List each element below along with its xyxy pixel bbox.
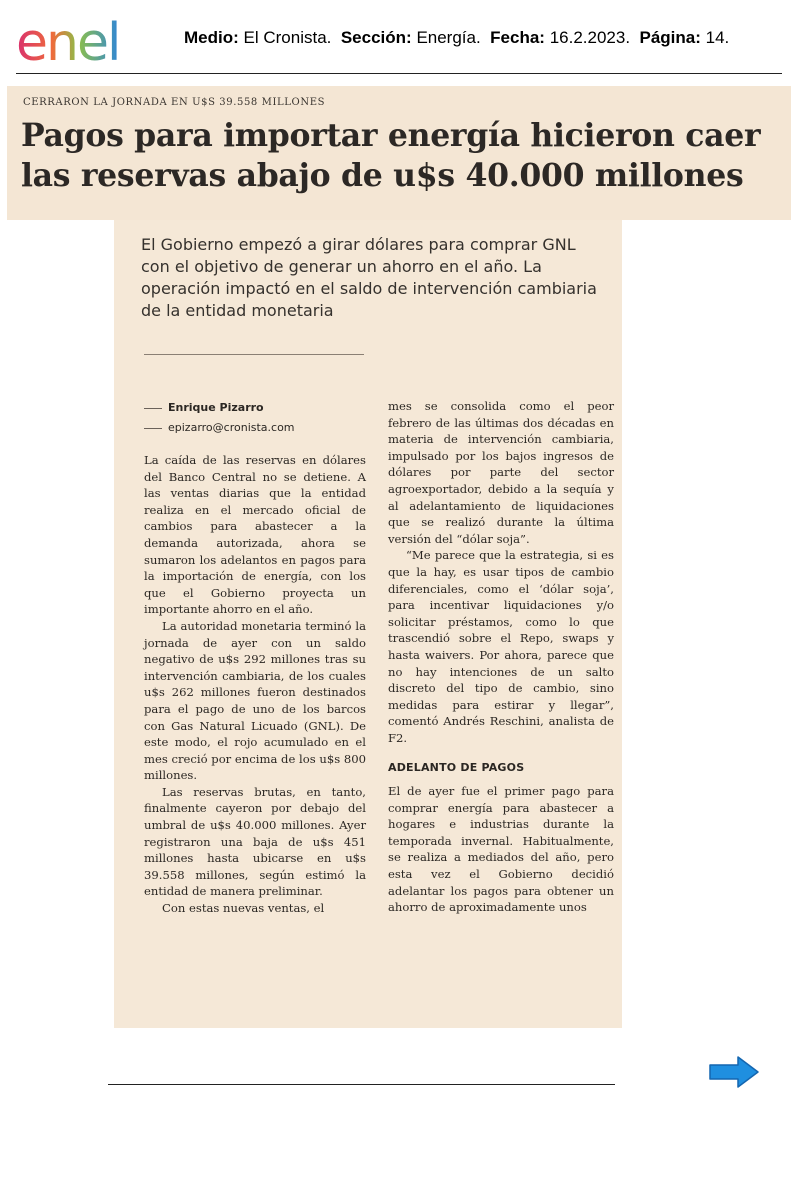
article-clipping [114,220,622,1028]
medio-value: El Cronista. [243,28,332,47]
author-email: epizarro@cronista.com [168,421,295,434]
right-arrow-icon[interactable] [708,1055,760,1089]
byline [144,398,295,438]
paragraph: mes se consolida como el peor febrero de las últimas dos décadas en materia de intervención cambiaria, impulsado por los bajos ingresos de dólares por parte del sector agroexportador, debido a la sequía y al adelantamiento de liquidaciones que se realizó durante la última versión del “dólar soja”. [388,399,614,546]
footer-divider [108,1084,615,1085]
paragraph: “Me parece que la estrategia, si es que la hay, es usar tipos de cambio diferenciales, como el ‘dólar soja’, para incentivar liquidaciones y/o solicitar préstamos, como lo que trascendió sobre el Repo, swaps y hasta waivers. Por ahora, parece que no hay intenciones de un salto discreto del tipo de cambio, sino medidas para estirar y llegar”, comentó Andrés Reschini, analista de F2. [388,548,614,745]
column-left [144,452,366,917]
pagina-value: 14. [705,28,730,47]
paragraph: Las reservas brutas, en tanto, finalmente cayeron por debajo del umbral de u$s 40.000 millones. Ayer registraron una baja de u$s 451 millones hasta ubicarse en u$s 39.558 millones, según estimó la entidad de manera preliminar. [144,784,366,899]
seccion-value: Energía. [416,28,481,47]
article-title: Pagos para importar energía hicieron caer las reservas abajo de u$s 40.000 millones [21,117,761,194]
paragraph: El de ayer fue el primer pago para comprar energía para abastecer a hogares e industrias durante la temporada invernal. Habitualmente, se realiza a mediados del año, pero esta vez el Gobierno decidió adelantar los pagos para obtener un ahorro de aproximadamente unos [388,784,614,915]
medio-label: Medio: [184,28,239,47]
dash-mark [144,408,162,409]
seccion-label: Sección: [340,28,412,47]
clipping-metadata [184,28,729,48]
paragraph: Con estas nuevas ventas, el [162,901,325,916]
author-name: Enrique Pizarro [168,401,264,414]
subhead: ADELANTO DE PAGOS [388,761,525,775]
headline-box [7,86,791,220]
fecha-label: Fecha: [490,28,545,47]
kicker: CERRARON LA JORNADA EN U$S 39.558 MILLONES [23,97,326,108]
header-divider [16,73,782,74]
pagina-label: Página: [639,28,701,47]
paragraph: La autoridad monetaria terminó la jornada de ayer con un saldo negativo de u$s 292 millones tras su intervención cambiaria, de los cuales u$s 262 millones fueron destinados para el pago de uno de los barcos con Gas Natural Licuado (GNL). De este modo, el rojo acumulado en el mes creció por encima de los u$s 800 millones. [144,618,366,783]
column-right [388,398,614,916]
enel-logo [16,18,172,66]
article-lead: El Gobierno empezó a girar dólares para comprar GNL con el objetivo de generar un ahorro en el año. La operación impactó en el saldo de intervención cambiaria de la entidad monetaria [141,235,597,320]
fecha-value: 16.2.2023. [549,28,631,47]
lead-divider [144,354,364,355]
dash-mark [144,428,162,429]
paragraph: La caída de las reservas en dólares del Banco Central no se detiene. A las ventas diarias que la entidad realiza en el mercado oficial de cambios para abastecer a la demanda autorizada, ahora se sumaron los adelantos en pagos para la importación de energía, con los que el Gobierno proyecta un importante ahorro en el año. [144,453,366,617]
logo-text: enel [16,18,120,66]
